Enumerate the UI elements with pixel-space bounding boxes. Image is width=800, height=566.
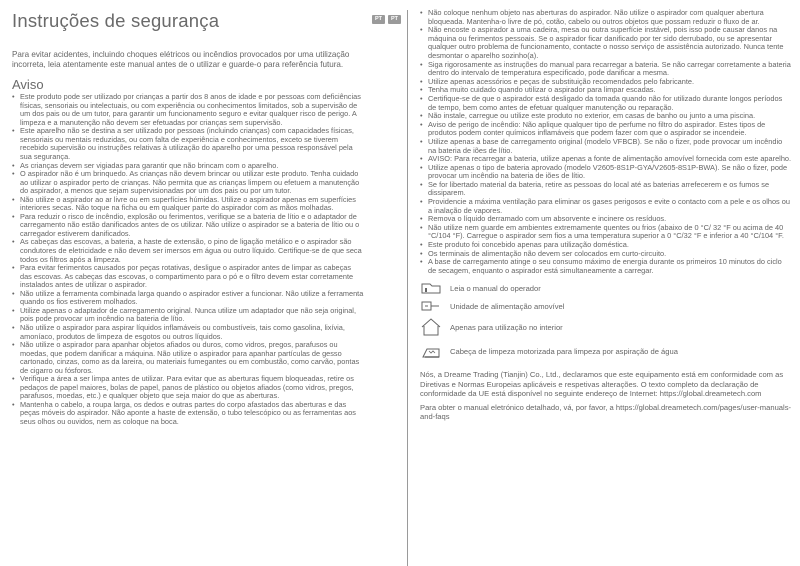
warning-item: • Não utilize a ferramenta combinada larga quando o aspirador estiver a funcionar. Não utilize a ferramenta quando os fios estiverem molhados. [12,290,364,307]
page-title: Instruções de segurança [12,10,220,31]
house-indoor-icon [420,319,442,335]
legend-label: Leia o manual do operador [450,283,541,293]
warning-item: • Este aparelho não se destina a ser utilizado por pessoas (incluindo crianças) com capacidades físicas, sensoriais ou mentais reduzidas, ou com falta de experiência e conhecimentos, exceto se tiverem recebido supervisão ou instruções relativas à utilização do aparelho por uma pessoa responsável pela sua segurança. [12,127,364,161]
symbol-legend [420,280,792,362]
warning-item: • Os terminais de alimentação não devem ser colocados em curto-circuito. [420,250,792,259]
warning-item: • Para evitar ferimentos causados por peças rotativas, desligue o aspirador antes de limpar as cabeças das escovas. As cabeças das escovas, o compartimento para o pó e o filtro devem estar corretamente instalados antes de utilizar o aspirador. [12,264,364,290]
warning-item: • Remova o líquido derramado com um absorvente e incinere os resíduos. [420,215,792,224]
legend-label: Apenas para utilização no interior [450,322,563,332]
warning-item: • Certifique-se de que o aspirador está desligado da tomada quando não for utilizado durante longos períodos de tempo, bem como antes de efetuar qualquer manutenção ou reparação. [420,95,792,112]
warning-item: • Utilize apenas a base de carregamento original (modelo VFBCB). Se não o fizer, pode provocar um incêndio na bateria de iões de lítio. [420,138,792,155]
warning-item: • Não utilize o aspirador para apanhar objetos afiados ou duros, como vidros, pregos, parafusos ou moedas, que podem danificar a máquina. Não utilize o aspirador para apanhar partículas de gesso cartonado, cinzas, como as da lareira, ou materiais fumegantes ou em combustão, como carvão, pontas de cigarro ou fósforos. [12,341,364,375]
column-divider [407,10,408,566]
warning-item: • Utilize apenas acessórios e peças de substituição recomendados pelo fabricante. [420,78,792,87]
warning-item: • Siga rigorosamente as instruções do manual para recarregar a bateria. Se não carregar corretamente a bateria dentro do intervalo de temperatura especificado, pode danificar a mesma. [420,61,792,78]
warning-item: • As cabeças das escovas, a bateria, a haste de extensão, o pino de ligação metálico e o aspirador são condutores de eletricidade e não devem ser imersos em água ou outro líquido. Certifique-se de que seca todos os filtros após a limpeza. [12,238,364,264]
warning-item: • Este produto foi concebido apenas para utilização doméstica. [420,241,792,250]
warning-item: • Se for libertado material da bateria, retire as pessoas do local até as baterias arrefecerem e os fumos se dissiparem. [420,181,792,198]
warning-item: • Não utilize o aspirador ao ar livre ou em superfícies húmidas. Utilize o aspirador apenas em superfícies interiores secas. Não toque na ficha ou em qualquer parte do aspirador com as mãos molhadas. [12,196,364,213]
warning-item: • Não encoste o aspirador a uma cadeira, mesa ou outra superfície instável, pois isso pode causar danos na máquina ou ferimentos pessoais. Se o aspirador ficar danificado por ter sido derrubado, ou se apresentar qualquer outro problema de funcionamento, contacte o nosso serviço de assistência autorizado. Nunca tente desmontar o aparelho sozinho(a). [420,26,792,60]
warning-item: • Não utilize o aspirador para aspirar líquidos inflamáveis ou combustíveis, tais como gasolina, lixívia, amoníaco, produtos de limpeza de esgotos ou outros líquidos. [12,324,364,341]
warning-item: • O aspirador não é um brinquedo. As crianças não devem brincar ou utilizar este produto. Tenha cuidado ao utilizar o aspirador perto de crianças. Não permita que as crianças limpem ou efetuem a manutenção do aspirador, a menos que sejam supervisionadas por um dos pais ou por um tutor. [12,170,364,196]
warning-item: • A base de carregamento atinge o seu consumo máximo de energia durante os primeiros 10 minutos do ciclo de secagem, enquanto o aspirador está simultaneamente a carregar. [420,258,792,275]
aviso-heading: Aviso [12,77,44,93]
warning-item: • Providencie a máxima ventilação para eliminar os gases perigosos e evite o contacto com a pele e os olhos ou a inalação de vapores. [420,198,792,215]
language-badges [372,15,401,24]
legend-label: Unidade de alimentação amovível [450,301,565,311]
warning-item: • Não instale, carregue ou utilize este produto no exterior, em casas de banho ou junto a uma piscina. [420,112,792,121]
right-warning-list [420,9,792,275]
intro-paragraph: Para evitar acidentes, incluindo choques elétricos ou incêndios provocados por uma utilização incorreta, leia atentamente este manual antes de o utilizar e guarde-o para referência futura. [12,50,350,69]
warning-item: • Verifique a área a ser limpa antes de utilizar. Para evitar que as aberturas fiquem bloqueadas, retire os pedaços de papel maiores, bolas de papel, panos de plástico ou objetos afiados (como vidros, pregos, parafusos, moedas, etc.) e qualquer objeto que seja maior do que as aberturas. [12,375,364,401]
e-manual-link-text: Para obter o manual eletrónico detalhado, vá, por favor, a https://global.dreametech.com/pages/user-manuals-and-faqs [420,403,792,422]
warning-item: • Não utilize nem guarde em ambientes extremamente quentes ou frios (abaixo de 0 °C/ 32 °F ou acima de 40 °C/104 °F). Carregue o aspirador sem fios a uma temperatura superior a 0 °C/32 °F e inferior a 40 °C/104 °F. [420,224,792,241]
right-column [420,8,792,421]
legend-row [420,316,792,338]
warning-item: • Mantenha o cabelo, a roupa larga, os dedos e outras partes do corpo afastados das aberturas e das peças móveis do aspirador. Não aponte a haste de extensão, o tubo telescópico ou as ferramentas aos seus olhos ou ouvidos, nem as coloque na boca. [12,401,364,427]
warning-item: • Aviso de perigo de incêndio: Não aplique qualquer tipo de perfume no filtro do aspirador. Estes tipos de produtos podem conter químicos inflamáveis que podem fazer com que o aspirador se incendeie. [420,121,792,138]
warning-item: • Utilize apenas o adaptador de carregamento original. Nunca utilize um adaptador que não seja original, pois pode provocar um incêndio na bateria de lítio. [12,307,364,324]
legend-row [420,298,792,314]
warning-item: • AVISO: Para recarregar a bateria, utilize apenas a fonte de alimentação amovível fornecida com este aparelho. [420,155,792,164]
lang-badge: PT [372,15,385,24]
legend-row [420,280,792,296]
left-warning-list [12,93,364,426]
warning-item: • Não coloque nenhum objeto nas aberturas do aspirador. Não utilize o aspirador com qualquer abertura bloqueada. Mantenha-o livre de pó, cotão, cabelo ou outros objetos que possam reduzir o fluxo de ar. [420,9,792,26]
brush-head-icon [420,343,442,359]
warning-item: • Utilize apenas o tipo de bateria aprovado (modelo V2605-8S1P-GYA/V2605-8S1P-BWA). Se não o fizer, pode provocar um incêndio na bateria de iões de lítio. [420,164,792,181]
warning-item: • Este produto pode ser utilizado por crianças a partir dos 8 anos de idade e por pessoas com deficiências físicas, sensoriais ou intelectuais, ou com experiência ou conhecimentos limitados, sob a supervisão de um dos pais ou de um tutor, para garantir um funcionamento seguro e evitar qualquer risco de perigo. A limpeza e a manutenção não devem ser efetuadas por crianças sem supervisão. [12,93,364,127]
eu-declaration: Nós, a Dreame Trading (Tianjin) Co., Ltd., declaramos que este equipamento está em conformidade com as Diretivas e Normas Europeias aplicáveis e respetivas alterações. O texto completo da declaração de conformidade da UE está disponível no seguinte endereço de Internet: https://global.dreametech.com [420,370,784,398]
legend-label: Cabeça de limpeza motorizada para limpeza por aspiração de água [450,346,678,356]
power-supply-icon [420,298,442,314]
manual-book-icon [420,280,442,296]
left-column [12,10,364,427]
warning-item: • Para reduzir o risco de incêndio, explosão ou ferimentos, verifique se a bateria de lítio e o adaptador de carregamento não estão danificados antes de os utilizar. Não utilize o aspirador se a bateria de lítio ou o carregador estiverem danificados. [12,213,364,239]
legend-row [420,340,792,362]
warning-item: • Tenha muito cuidado quando utilizar o aspirador para limpar escadas. [420,86,792,95]
warning-item: • As crianças devem ser vigiadas para garantir que não brincam com o aparelho. [12,162,364,171]
lang-badge: PT [388,15,401,24]
